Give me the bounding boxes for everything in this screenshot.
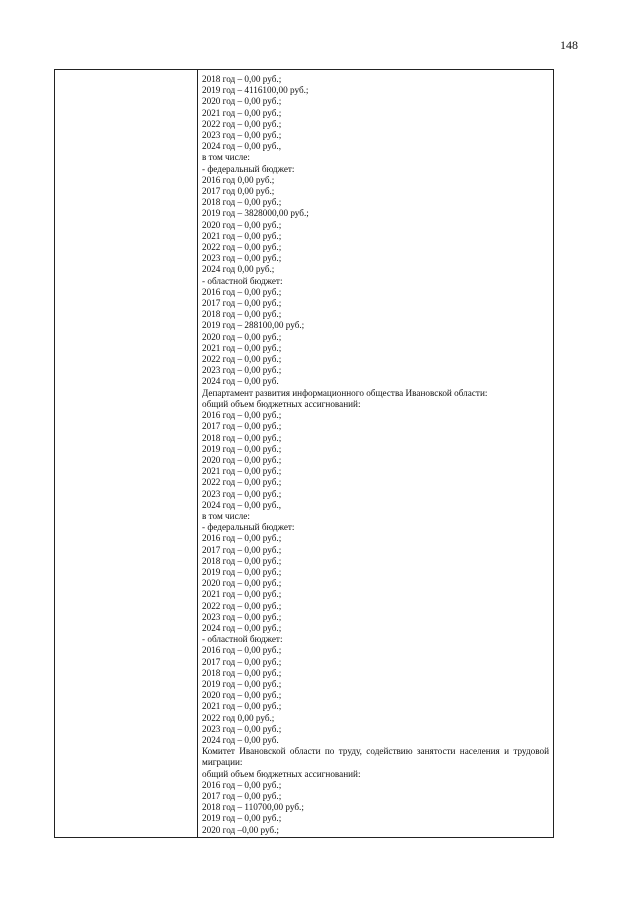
text-line: - федеральный бюджет: <box>202 522 295 533</box>
text-line: 2016 год – 0,00 руб.; <box>202 533 282 544</box>
document-table <box>54 69 554 838</box>
text-line: 2020 год – 0,00 руб.; <box>202 96 282 107</box>
text-line: 2017 год – 0,00 руб.; <box>202 421 282 432</box>
text-line: в том числе: <box>202 152 250 163</box>
text-line: 2022 год – 0,00 руб.; <box>202 354 282 365</box>
text-line: 2020 год – 0,00 руб.; <box>202 690 282 701</box>
text-line: 2021 год – 0,00 руб.; <box>202 466 282 477</box>
text-line: 2021 год – 0,00 руб.; <box>202 342 282 353</box>
text-line: общий объем бюджетных ассигнований: <box>202 398 361 409</box>
text-line: 2023 год – 0,00 руб.; <box>202 253 282 264</box>
table-left-column <box>55 70 198 837</box>
text-line: 2018 год – 0,00 руб.; <box>202 74 282 84</box>
text-line: - областной бюджет: <box>202 275 283 286</box>
text-line: 2023 год – 0,00 руб.; <box>202 130 282 141</box>
text-line: общий объем бюджетных ассигнований: <box>202 768 361 779</box>
text-line: 2018 год – 0,00 руб.; <box>202 667 282 678</box>
text-line: 2022 год – 0,00 руб.; <box>202 118 282 129</box>
text-line: 2024 год 0,00 руб.; <box>202 264 275 275</box>
table-right-column <box>198 70 553 837</box>
text-line: 2023 год – 0,00 руб.; <box>202 723 282 734</box>
text-line: 2019 год – 0,00 руб.; <box>202 566 282 577</box>
text-line: 2016 год – 0,00 руб.; <box>202 779 282 790</box>
text-line: 2022 год – 0,00 руб.; <box>202 600 282 611</box>
text-line: 2022 год – 0,00 руб.; <box>202 477 282 488</box>
text-line: 2016 год – 0,00 руб.; <box>202 645 282 656</box>
text-line: 2024 год – 0,00 руб. <box>202 734 279 745</box>
text-line: 2016 год 0,00 руб.; <box>202 174 275 185</box>
text-line: 2022 год 0,00 руб.; <box>202 712 275 723</box>
text-line: 2024 год – 0,00 руб., <box>202 141 281 152</box>
text-line: 2022 год – 0,00 руб.; <box>202 242 282 253</box>
text-line: 2023 год – 0,00 руб.; <box>202 611 282 622</box>
text-line: 2017 год – 0,00 руб.; <box>202 791 282 801</box>
text-line: 2024 год – 0,00 руб.; <box>202 622 282 633</box>
text-line: 2019 год – 4116100,00 руб.; <box>202 85 309 96</box>
text-line: - федеральный бюджет: <box>202 163 295 174</box>
text-line: 2017 год – 0,00 руб.; <box>202 298 282 309</box>
text-line: 2021 год – 0,00 руб.; <box>202 230 282 241</box>
text-line: 2016 год – 0,00 руб.; <box>202 410 282 421</box>
text-line: 2024 год – 0,00 руб. <box>202 376 279 387</box>
text-line: 2023 год – 0,00 руб.; <box>202 488 282 499</box>
text-line: 2021 год – 0,00 руб.; <box>202 107 282 118</box>
text-line: 2019 год – 0,00 руб.; <box>202 678 282 689</box>
text-line: 2019 год – 0,00 руб.; <box>202 443 282 454</box>
text-line: 2021 год – 0,00 руб.; <box>202 701 282 712</box>
text-line: 2016 год – 0,00 руб.; <box>202 286 282 297</box>
text-line: 2017 год – 0,00 руб.; <box>202 544 282 555</box>
text-line: 2018 год – 0,00 руб.; <box>202 197 282 208</box>
text-line: 2020 год – 0,00 руб.; <box>202 454 282 465</box>
text-line: 2019 год – 3828000,00 руб.; <box>202 208 309 219</box>
text-line: 2017 год – 0,00 руб.; <box>202 656 282 667</box>
text-line: 2020 год – 0,00 руб.; <box>202 331 282 342</box>
text-line: Департамент развития информационного общества Ивановской области: <box>202 387 488 398</box>
text-line: 2017 год 0,00 руб.; <box>202 186 275 197</box>
page-number: 148 <box>560 38 578 52</box>
text-line: 2020 год – 0,00 руб.; <box>202 578 282 589</box>
text-line: - областной бюджет: <box>202 634 283 645</box>
text-line: 2020 год –0,00 руб.; <box>202 824 279 835</box>
text-line: 2024 год – 0,00 руб., <box>202 499 281 510</box>
text-line: 2018 год – 0,00 руб.; <box>202 432 282 443</box>
text-line: 2021 год – 0,00 руб.; <box>202 589 282 600</box>
text-line: 2023 год – 0,00 руб.; <box>202 365 282 376</box>
text-line: в том числе: <box>202 510 250 521</box>
text-line: 2018 год – 0,00 руб.; <box>202 555 282 566</box>
text-line: 2020 год – 0,00 руб.; <box>202 219 282 230</box>
text-line: 2019 год – 288100,00 руб.; <box>202 320 305 331</box>
text-line: 2019 год – 0,00 руб.; <box>202 813 282 824</box>
text-line: 2018 год – 110700,00 руб.; <box>202 802 304 813</box>
text-line: Комитет Ивановской области по труду, содействию занятости населения и трудовой миграции: <box>202 746 549 768</box>
text-line: 2018 год – 0,00 руб.; <box>202 309 282 320</box>
